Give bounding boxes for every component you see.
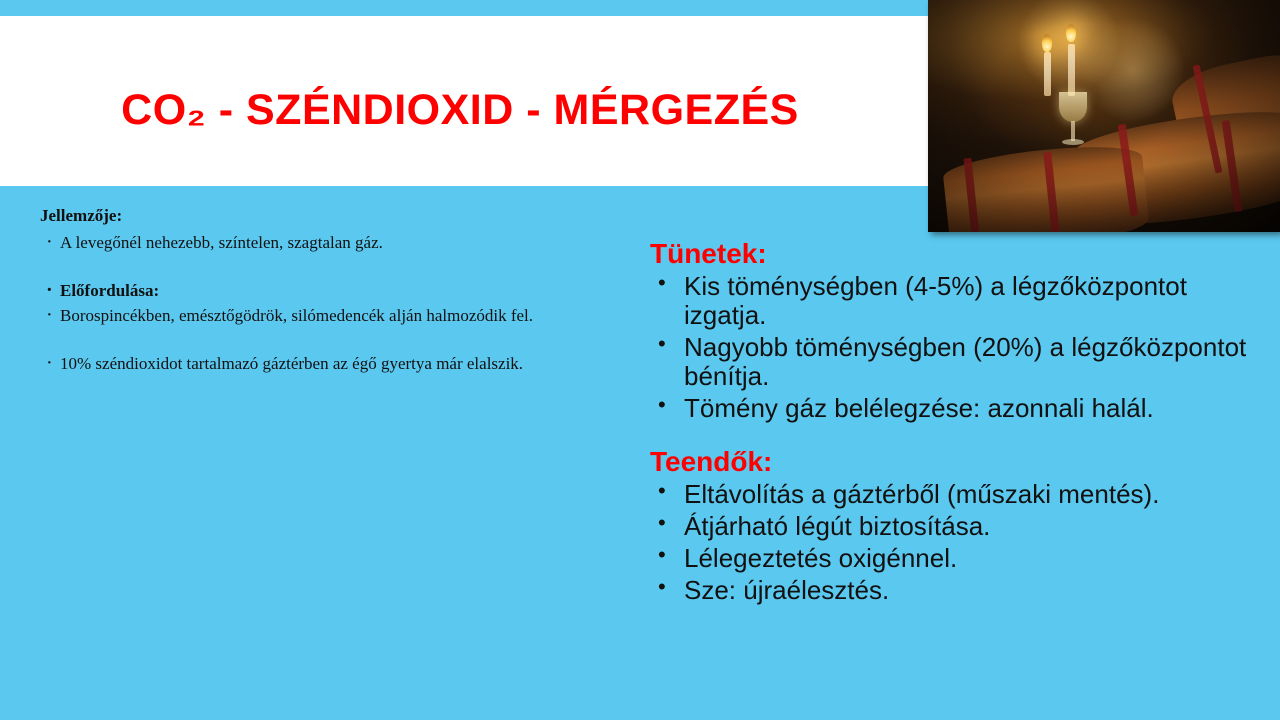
list-item-text: Lélegeztetés oxigénnel. xyxy=(684,542,958,573)
list-item xyxy=(40,305,580,327)
list-item-text: Borospincékben, emésztőgödrök, silómedencék alján halmozódik fel. xyxy=(60,305,534,325)
list-item xyxy=(40,353,580,375)
list-item xyxy=(40,280,580,302)
list-item-text: Sze: újraélesztés. xyxy=(684,574,890,605)
left-bullet-list xyxy=(40,232,580,376)
list-item xyxy=(650,544,1250,573)
left-content-column xyxy=(40,206,580,378)
symptoms-list xyxy=(650,272,1250,424)
list-item xyxy=(650,480,1250,509)
list-item xyxy=(650,512,1250,541)
list-item xyxy=(650,333,1250,391)
list-item-text: Kis töménységben (4-5%) a légzőközpontot izgatja. xyxy=(684,271,1187,331)
list-item-text: Előfordulása: xyxy=(60,281,160,301)
page-title: CO₂ - SZÉNDIOXID - MÉRGEZÉS xyxy=(121,86,799,134)
list-item xyxy=(650,576,1250,605)
symptoms-heading: Tünetek: xyxy=(650,238,767,269)
right-content-column xyxy=(650,238,1250,608)
list-item-text: Átjárható légút biztosítása. xyxy=(684,510,991,541)
left-column-lead: Jellemzője: xyxy=(40,206,123,225)
actions-list xyxy=(650,480,1250,605)
photo-vignette xyxy=(928,0,1280,232)
wine-cellar-barrels-candles-photo xyxy=(928,0,1280,232)
actions-heading: Teendők: xyxy=(650,445,773,477)
list-item-text: 10% széndioxidot tartalmazó gáztérben az égő gyertya már elalszik. xyxy=(60,354,524,374)
list-item-text: Eltávolítás a gáztérből (műszaki mentés). xyxy=(684,478,1160,509)
list-item-text: Tömény gáz belélegzése: azonnali halál. xyxy=(684,393,1154,424)
list-item xyxy=(650,394,1250,423)
list-item xyxy=(650,272,1250,330)
list-item-text: Nagyobb töménységben (20%) a légzőközpontot bénítja. xyxy=(684,332,1247,392)
list-item xyxy=(40,232,580,254)
list-item-text: A levegőnél nehezebb, színtelen, szagtalan gáz. xyxy=(60,233,383,252)
